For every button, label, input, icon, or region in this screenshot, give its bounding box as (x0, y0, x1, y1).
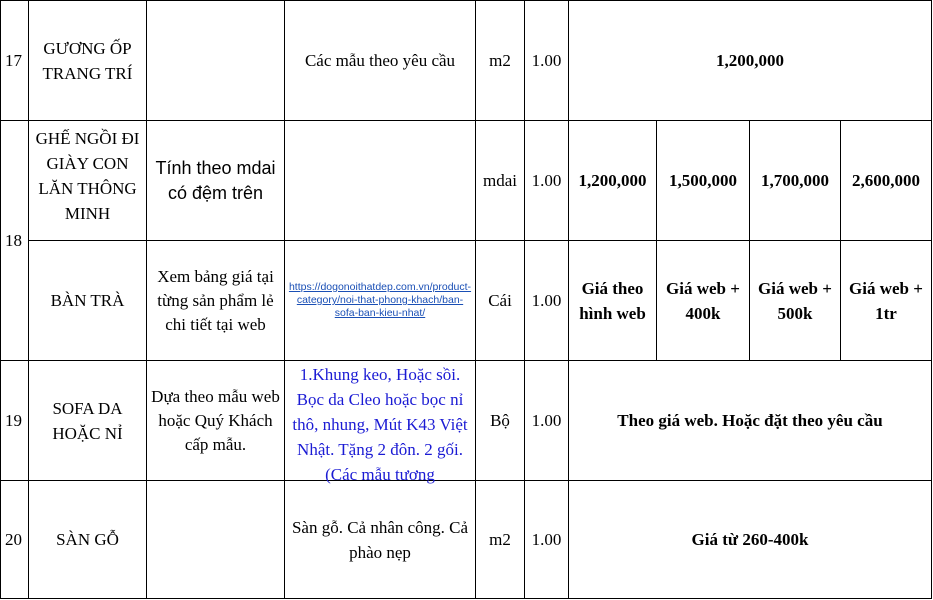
product-link[interactable]: https://dogonoithatdep.com.vn/product-category/noi-that-phong-khach/ban-sofa-ban-kieu-nhat/ (285, 241, 476, 361)
material-spec (285, 361, 476, 484)
quantity-cell: 1.00 (525, 241, 569, 361)
table-row (1, 481, 932, 599)
quantity-cell: 1.00 (525, 121, 569, 241)
product-name (29, 121, 147, 241)
quantity-cell: 1.00 (525, 361, 569, 481)
price-option-4: 2,600,000 (841, 121, 932, 241)
product-name: GƯƠNG ỐP TRANG TRÍ (29, 1, 147, 121)
product-description: Xem bảng giá tại từng sản phẩm lẻ chi tiết tại web (147, 241, 285, 361)
price-option-3: 1,700,000 (750, 121, 841, 241)
product-name-text: GHẾ NGỒI ĐI GIÀY CON LĂN THÔNG MINH (35, 128, 140, 223)
price-option-2: Giá web + 400k (657, 241, 750, 361)
unit-cell: m2 (476, 481, 525, 599)
material-spec (285, 121, 476, 241)
price-option-2: 1,500,000 (657, 121, 750, 241)
price-option-1: 1,200,000 (569, 121, 657, 241)
unit-cell: Cái (476, 241, 525, 361)
product-name: SOFA DA HOẶC NỈ (29, 361, 147, 481)
price-cell: Theo giá web. Hoặc đặt theo yêu cầu (569, 361, 932, 481)
row-number: 19 (1, 361, 29, 481)
price-option-1: Giá theo hình web (569, 241, 657, 361)
table-row (1, 241, 932, 361)
quantity-cell: 1.00 (525, 1, 569, 121)
row-number: 17 (1, 1, 29, 121)
material-spec: Sàn gỗ. Cả nhân công. Cả phào nẹp (285, 481, 476, 599)
product-description (147, 481, 285, 599)
unit-cell: mdai (476, 121, 525, 241)
table-row (1, 1, 932, 121)
product-name: BÀN TRÀ (29, 241, 147, 361)
product-description: Tính theo mdai có đệm trên (147, 121, 285, 241)
quantity-cell: 1.00 (525, 481, 569, 599)
price-option-3: Giá web + 500k (750, 241, 841, 361)
unit-cell: Bộ (476, 361, 525, 481)
price-cell: Giá từ 260-400k (569, 481, 932, 599)
row-number: 18 (1, 121, 29, 361)
unit-cell: m2 (476, 1, 525, 121)
product-description (147, 1, 285, 121)
row-number: 20 (1, 481, 29, 599)
table-row (1, 361, 932, 481)
price-cell: 1,200,000 (569, 1, 932, 121)
material-spec-text: 1.Khung keo, Hoặc sồi. Bọc da Cleo hoặc bọc nỉ thô, nhung, Mút K43 Việt Nhật. Tặng 2 đôn. 2 gối. (Các mẫu tương (292, 364, 468, 484)
price-option-4: Giá web + 1tr (841, 241, 932, 361)
product-description: Dựa theo mẫu web hoặc Quý Khách cấp mẫu. (147, 361, 285, 481)
table-row (1, 121, 932, 241)
material-spec: Các mẫu theo yêu cầu (285, 1, 476, 121)
product-name: SÀN GỖ (29, 481, 147, 599)
